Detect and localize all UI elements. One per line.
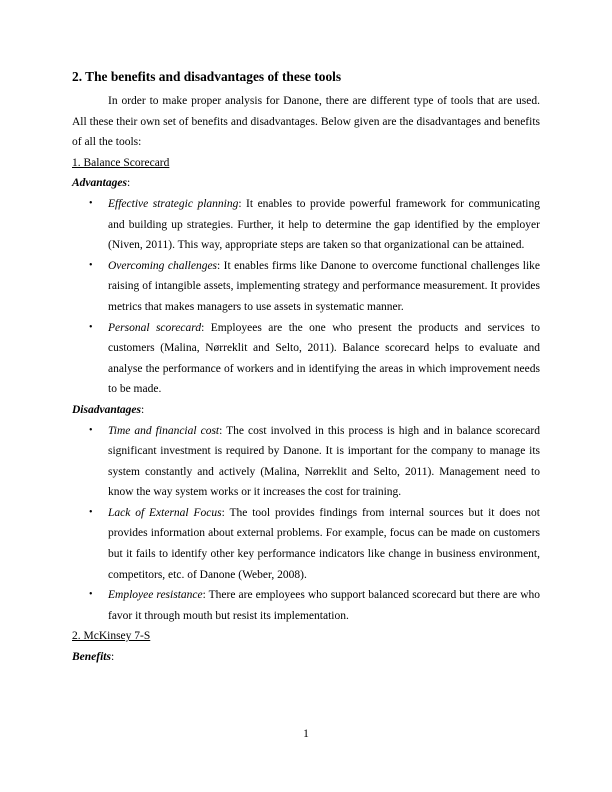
item-term: Time and financial cost [108, 424, 220, 437]
page-number: 1 [303, 728, 309, 740]
advantages-list [72, 194, 540, 400]
item-term: Overcoming challenges [108, 259, 218, 272]
item-text: : Employees are the one who present the products and services to customers (Malina, Nørreklit and Selto, 2011). Balance scorecard helps to evaluate and analyse the performance of workers and in identifying the areas in which improvement needs to be made. [108, 321, 540, 396]
advantages-label-line [72, 173, 540, 194]
list-item [72, 318, 540, 400]
subsection-title-balance-scorecard: 1. Balance Scorecard [72, 156, 170, 169]
colon: : [110, 651, 115, 664]
list-item [72, 256, 540, 318]
benefits-label: Benefits [72, 651, 111, 664]
disadvantages-label-line [72, 400, 540, 421]
bullet-icon: • [89, 589, 93, 601]
advantages-label: Advantages [72, 177, 127, 190]
colon: : [141, 403, 145, 416]
list-item [72, 421, 540, 503]
subsection-title-mckinsey: 2. McKinsey 7-S [72, 630, 151, 643]
item-term: Employee resistance [108, 589, 203, 602]
item-text: : It enables to provide powerful framework for communicating and building up strategies. Further, it help to determine the gap identified by the employer (Niven, 2011). This way, appropriate steps are taken so that organizational can be attained. [108, 197, 541, 252]
disadvantages-list [72, 421, 540, 627]
section-heading: 2. The benefits and disadvantages of these tools [72, 69, 342, 84]
item-term: Lack of External Focus [108, 506, 222, 519]
item-text: : The tool provides findings from internal sources but it does not provides information about external problems. For example, focus can be made on customers but it fails to identify other key performance indicators like change in business environment, competitors, etc. of Danone (Weber, 2008). [108, 506, 540, 581]
list-item [72, 194, 540, 256]
bullet-icon: • [89, 259, 93, 271]
colon: : [126, 177, 131, 190]
item-text: : It enables firms like Danone to overcome functional challenges like raising of intangible assets, implementing strategy and performance measurement. It provides metrics that makes managers to use assets in systematic manner. [108, 259, 540, 313]
item-text: : There are employees who support balanced scorecard but there are who favor it through mouth but resist its implementation. [108, 589, 540, 622]
item-text: : The cost involved in this process is high and in balance scorecard significant investment is required by Danone. It is important for the company to manage its system constantly and actively (Malina, Nørreklit and Selto, 2011). Management need to know the way system works or it increases the cost for training. [108, 424, 541, 499]
item-term: Personal scorecard [108, 321, 202, 334]
bullet-icon: • [89, 506, 93, 518]
bullet-icon: • [89, 424, 93, 436]
list-item [72, 503, 540, 585]
bullet-icon: • [89, 321, 93, 333]
item-term: Effective strategic planning [108, 197, 239, 210]
benefits-label-line [72, 647, 540, 668]
document-page [72, 68, 540, 668]
bullet-icon: • [89, 197, 93, 209]
list-item [72, 585, 540, 626]
intro-paragraph: In order to make proper analysis for Danone, there are different type of tools that are used. All these their own set of benefits and disadvantages. Below given are the disadvantages and benefits of all the tools: [72, 95, 540, 149]
disadvantages-label: Disadvantages [72, 403, 141, 416]
